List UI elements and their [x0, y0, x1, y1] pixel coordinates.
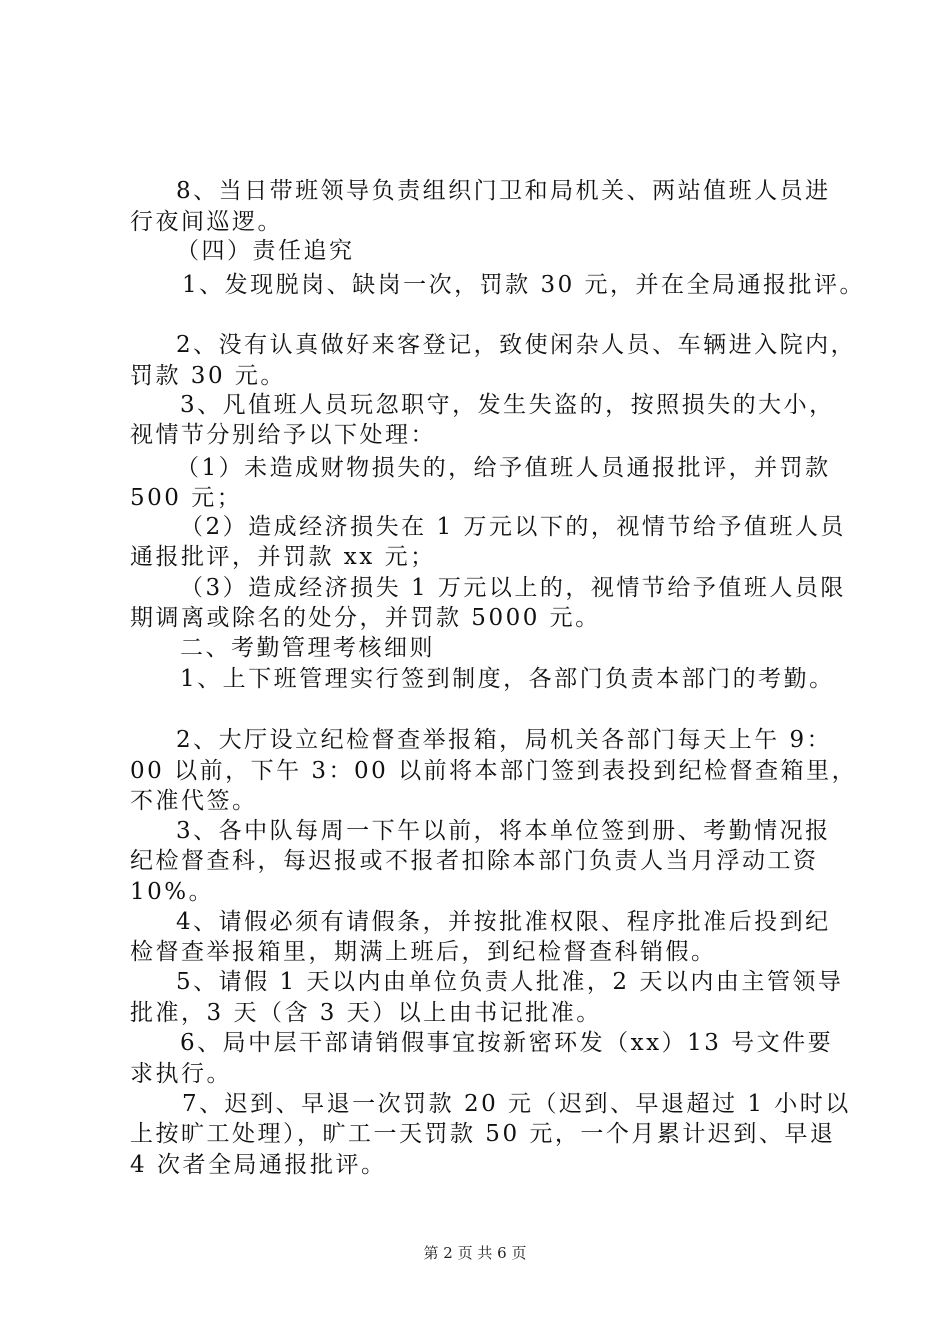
text-line: （2）造成经济损失在 1 万元以下的，视情节给予值班人员 — [180, 514, 846, 540]
text-line: 1、上下班管理实行签到制度，各部门负责本部门的考勤。 — [180, 666, 835, 692]
text-line: 通报批评，并罚款 xx 元； — [130, 544, 436, 570]
text-line: 4 次者全局通报批评。 — [130, 1152, 387, 1178]
text-line: 6、局中层干部请销假事宜按新密环发（xx）13 号文件要 — [180, 1030, 834, 1056]
section-heading: （四）责任追究 — [176, 238, 355, 264]
text-line: 行夜间巡逻。 — [130, 209, 283, 235]
text-line: 1、发现脱岗、缺岗一次，罚款 30 元，并在全局通报批评。 — [182, 272, 866, 298]
text-line: 批准，3 天（含 3 天）以上由书记批准。 — [130, 1000, 602, 1026]
text-line: 3、各中队每周一下午以前，将本单位签到册、考勤情况报 — [176, 818, 831, 844]
text-line: （1）未造成财物损失的，给予值班人员通报批评，并罚款 — [176, 455, 831, 481]
text-line: 10%。 — [130, 879, 215, 905]
text-line: 3、凡值班人员玩忽职守，发生失盗的，按照损失的大小， — [180, 392, 835, 418]
text-line: 2、没有认真做好来客登记，致使闲杂人员、车辆进入院内， — [176, 332, 857, 358]
text-line: 求执行。 — [130, 1061, 232, 1087]
text-line: 500 元； — [130, 485, 243, 511]
text-line: 2、大厅设立纪检督查举报箱，局机关各部门每天上午 9： — [176, 727, 833, 753]
text-line: （3）造成经济损失 1 万元以上的，视情节给予值班人员限 — [180, 575, 846, 601]
text-line: 4、请假必须有请假条，并按批准权限、程序批准后投到纪 — [176, 909, 831, 935]
text-line: 上按旷工处理），旷工一天罚款 50 元，一个月累计迟到、早退 — [130, 1121, 836, 1147]
page-number-footer: 第 2 页 共 6 页 — [423, 1244, 527, 1262]
text-line: 检督查举报箱里，期满上班后，到纪检督查科销假。 — [130, 939, 717, 965]
text-line: 视情节分别给予以下处理： — [130, 422, 436, 448]
text-line: 00 以前，下午 3：00 以前将本部门签到表投到纪检督查箱里， — [130, 758, 858, 784]
text-line: 期调离或除名的处分，并罚款 5000 元。 — [130, 605, 601, 631]
text-line: 7、迟到、早退一次罚款 20 元（迟到、早退超过 1 小时以 — [182, 1091, 851, 1117]
section-heading: 二、考勤管理考核细则 — [180, 635, 435, 661]
text-line: 不准代签。 — [130, 788, 258, 814]
text-line: 5、请假 1 天以内由单位负责人批准，2 天以内由主管领导 — [176, 969, 844, 995]
text-line: 罚款 30 元。 — [130, 363, 286, 389]
text-line: 纪检督查科，每迟报或不报者扣除本部门负责人当月浮动工资 — [130, 848, 819, 874]
text-line: 8、当日带班领导负责组织门卫和局机关、两站值班人员进 — [176, 178, 831, 204]
